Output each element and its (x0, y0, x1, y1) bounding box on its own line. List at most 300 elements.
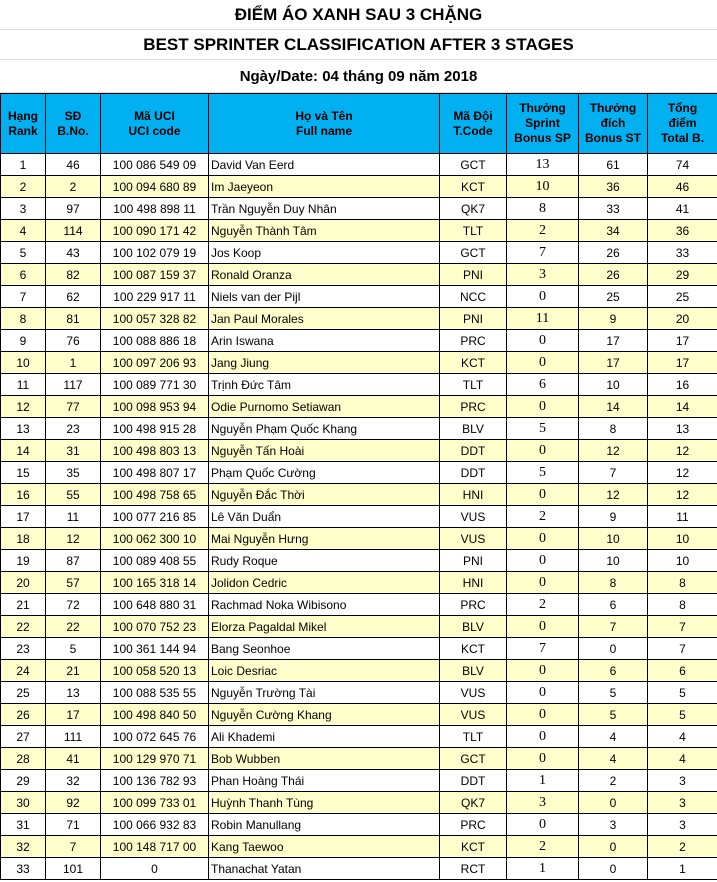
sprint-bonus-cell: 3 (507, 264, 579, 286)
name-cell: Nguyễn Tấn Hoài (209, 440, 440, 462)
bib-cell: 32 (46, 770, 101, 792)
stage-bonus-cell: 0 (579, 858, 648, 880)
team-code-cell: DDT (440, 770, 507, 792)
total-cell: 29 (648, 264, 717, 286)
bib-cell: 57 (46, 572, 101, 594)
total-cell: 2 (648, 836, 717, 858)
stage-bonus-cell: 0 (579, 792, 648, 814)
sprint-bonus-cell: 2 (507, 506, 579, 528)
name-cell: Nguyễn Phạm Quốc Khang (209, 418, 440, 440)
total-cell: 17 (648, 352, 717, 374)
table-row (1, 836, 717, 858)
stage-bonus-cell: 10 (579, 550, 648, 572)
uci-code-cell: 100 136 782 93 (101, 770, 209, 792)
bib-cell: 101 (46, 858, 101, 880)
rank-cell: 32 (1, 836, 46, 858)
sprint-bonus-cell: 0 (507, 286, 579, 308)
bib-cell: 5 (46, 638, 101, 660)
rank-cell: 33 (1, 858, 46, 880)
uci-code-cell: 100 058 520 13 (101, 660, 209, 682)
bib-cell: 114 (46, 220, 101, 242)
rank-cell: 18 (1, 528, 46, 550)
name-cell: Huỳnh Thanh Tùng (209, 792, 440, 814)
total-cell: 11 (648, 506, 717, 528)
table-row (1, 396, 717, 418)
sprint-bonus-cell: 2 (507, 836, 579, 858)
sprint-bonus-cell: 0 (507, 660, 579, 682)
col-header-bib: SĐ B.No. (46, 94, 101, 154)
bib-cell: 43 (46, 242, 101, 264)
table-row (1, 352, 717, 374)
stage-bonus-cell: 4 (579, 748, 648, 770)
sprint-bonus-cell: 0 (507, 682, 579, 704)
rank-cell: 28 (1, 748, 46, 770)
table-row (1, 330, 717, 352)
sprint-bonus-cell: 0 (507, 748, 579, 770)
team-code-cell: PNI (440, 550, 507, 572)
total-cell: 12 (648, 462, 717, 484)
name-cell: Rachmad Noka Wibisono (209, 594, 440, 616)
rank-cell: 26 (1, 704, 46, 726)
uci-code-cell: 100 087 159 37 (101, 264, 209, 286)
sprint-bonus-cell: 1 (507, 858, 579, 880)
stage-bonus-cell: 12 (579, 440, 648, 462)
rank-cell: 17 (1, 506, 46, 528)
uci-code-cell: 100 070 752 23 (101, 616, 209, 638)
sprint-bonus-cell: 10 (507, 176, 579, 198)
total-cell: 17 (648, 330, 717, 352)
team-code-cell: VUS (440, 682, 507, 704)
sprint-bonus-cell: 3 (507, 792, 579, 814)
team-code-cell: BLV (440, 616, 507, 638)
sprint-bonus-cell: 7 (507, 638, 579, 660)
title-vietnamese: ĐIỂM ÁO XANH SAU 3 CHẶNG (0, 0, 717, 30)
uci-code-cell: 0 (101, 858, 209, 880)
rank-cell: 24 (1, 660, 46, 682)
rank-cell: 11 (1, 374, 46, 396)
total-cell: 3 (648, 814, 717, 836)
name-cell: Arin Iswana (209, 330, 440, 352)
rank-cell: 19 (1, 550, 46, 572)
table-row (1, 814, 717, 836)
total-cell: 10 (648, 550, 717, 572)
sprint-bonus-cell: 5 (507, 462, 579, 484)
name-cell: Trần Nguyễn Duy Nhân (209, 198, 440, 220)
stage-bonus-cell: 26 (579, 264, 648, 286)
team-code-cell: VUS (440, 528, 507, 550)
bib-cell: 97 (46, 198, 101, 220)
table-body (1, 154, 717, 880)
bib-cell: 1 (46, 352, 101, 374)
name-cell: Thanachat Yatan (209, 858, 440, 880)
rank-cell: 29 (1, 770, 46, 792)
bib-cell: 117 (46, 374, 101, 396)
total-cell: 46 (648, 176, 717, 198)
team-code-cell: PNI (440, 308, 507, 330)
name-cell: Nguyễn Trường Tài (209, 682, 440, 704)
bib-cell: 87 (46, 550, 101, 572)
total-cell: 14 (648, 396, 717, 418)
name-cell: Nguyễn Đắc Thời (209, 484, 440, 506)
uci-code-cell: 100 498 758 65 (101, 484, 209, 506)
rank-cell: 1 (1, 154, 46, 176)
team-code-cell: TLT (440, 374, 507, 396)
rank-cell: 5 (1, 242, 46, 264)
name-cell: Rudy Roque (209, 550, 440, 572)
rank-cell: 14 (1, 440, 46, 462)
table-row (1, 704, 717, 726)
total-cell: 10 (648, 528, 717, 550)
name-cell: Trịnh Đức Tâm (209, 374, 440, 396)
stage-bonus-cell: 26 (579, 242, 648, 264)
bib-cell: 76 (46, 330, 101, 352)
uci-code-cell: 100 498 840 50 (101, 704, 209, 726)
total-cell: 7 (648, 616, 717, 638)
table-row (1, 462, 717, 484)
team-code-cell: BLV (440, 418, 507, 440)
sprint-bonus-cell: 0 (507, 726, 579, 748)
team-code-cell: HNI (440, 572, 507, 594)
table-row (1, 770, 717, 792)
team-code-cell: GCT (440, 748, 507, 770)
name-cell: Robin Manullang (209, 814, 440, 836)
bib-cell: 81 (46, 308, 101, 330)
total-cell: 1 (648, 858, 717, 880)
col-header-sprint-bonus: Thưởng Sprint Bonus SP (507, 94, 579, 154)
rank-cell: 25 (1, 682, 46, 704)
total-cell: 4 (648, 748, 717, 770)
uci-code-cell: 100 089 408 55 (101, 550, 209, 572)
table-row (1, 198, 717, 220)
sprint-bonus-cell: 11 (507, 308, 579, 330)
team-code-cell: GCT (440, 154, 507, 176)
table-row (1, 308, 717, 330)
uci-code-cell: 100 648 880 31 (101, 594, 209, 616)
rank-cell: 10 (1, 352, 46, 374)
uci-code-cell: 100 229 917 11 (101, 286, 209, 308)
name-cell: Elorza Pagaldal Mikel (209, 616, 440, 638)
bib-cell: 111 (46, 726, 101, 748)
team-code-cell: PRC (440, 814, 507, 836)
stage-bonus-cell: 10 (579, 374, 648, 396)
stage-bonus-cell: 5 (579, 704, 648, 726)
bib-cell: 41 (46, 748, 101, 770)
title-english: BEST SPRINTER CLASSIFICATION AFTER 3 STAGES (0, 30, 717, 60)
name-cell: Jos Koop (209, 242, 440, 264)
table-row (1, 264, 717, 286)
bib-cell: 82 (46, 264, 101, 286)
sprint-bonus-cell: 2 (507, 220, 579, 242)
stage-bonus-cell: 3 (579, 814, 648, 836)
uci-code-cell: 100 129 970 71 (101, 748, 209, 770)
table-row (1, 792, 717, 814)
total-cell: 20 (648, 308, 717, 330)
sprint-bonus-cell: 0 (507, 814, 579, 836)
name-cell: Phan Hoàng Thái (209, 770, 440, 792)
stage-bonus-cell: 36 (579, 176, 648, 198)
sprint-bonus-cell: 1 (507, 770, 579, 792)
bib-cell: 21 (46, 660, 101, 682)
team-code-cell: PRC (440, 330, 507, 352)
stage-bonus-cell: 10 (579, 528, 648, 550)
stage-bonus-cell: 8 (579, 418, 648, 440)
name-cell: Loic Desriac (209, 660, 440, 682)
name-cell: Jang Jiung (209, 352, 440, 374)
bib-cell: 13 (46, 682, 101, 704)
sprint-bonus-cell: 6 (507, 374, 579, 396)
uci-code-cell: 100 097 206 93 (101, 352, 209, 374)
stage-bonus-cell: 0 (579, 836, 648, 858)
table-row (1, 440, 717, 462)
total-cell: 33 (648, 242, 717, 264)
name-cell: Bang Seonhoe (209, 638, 440, 660)
uci-code-cell: 100 102 079 19 (101, 242, 209, 264)
uci-code-cell: 100 498 803 13 (101, 440, 209, 462)
stage-bonus-cell: 7 (579, 462, 648, 484)
rank-cell: 4 (1, 220, 46, 242)
stage-bonus-cell: 12 (579, 484, 648, 506)
rank-cell: 21 (1, 594, 46, 616)
col-header-full-name: Họ và Tên Full name (209, 94, 440, 154)
stage-bonus-cell: 17 (579, 330, 648, 352)
team-code-cell: DDT (440, 462, 507, 484)
sprint-bonus-cell: 0 (507, 528, 579, 550)
team-code-cell: TLT (440, 220, 507, 242)
total-cell: 36 (648, 220, 717, 242)
table-row (1, 286, 717, 308)
name-cell: Jan Paul Morales (209, 308, 440, 330)
bib-cell: 11 (46, 506, 101, 528)
col-header-uci-code: Mã UCI UCI code (101, 94, 209, 154)
uci-code-cell: 100 098 953 94 (101, 396, 209, 418)
team-code-cell: DDT (440, 440, 507, 462)
total-cell: 5 (648, 704, 717, 726)
date-line: Ngày/Date: 04 tháng 09 năm 2018 (0, 60, 717, 93)
table-row (1, 528, 717, 550)
name-cell: David Van Eerd (209, 154, 440, 176)
bib-cell: 92 (46, 792, 101, 814)
rank-cell: 15 (1, 462, 46, 484)
col-header-stage-bonus: Thưởng đích Bonus ST (579, 94, 648, 154)
uci-code-cell: 100 498 898 11 (101, 198, 209, 220)
bib-cell: 35 (46, 462, 101, 484)
total-cell: 12 (648, 440, 717, 462)
sprint-bonus-cell: 5 (507, 418, 579, 440)
sprint-bonus-cell: 0 (507, 440, 579, 462)
name-cell: Phạm Quốc Cường (209, 462, 440, 484)
uci-code-cell: 100 072 645 76 (101, 726, 209, 748)
rank-cell: 31 (1, 814, 46, 836)
team-code-cell: TLT (440, 726, 507, 748)
stage-bonus-cell: 33 (579, 198, 648, 220)
col-header-rank: Hạng Rank (1, 94, 46, 154)
name-cell: Jolidon Cedric (209, 572, 440, 594)
total-cell: 74 (648, 154, 717, 176)
table-row (1, 572, 717, 594)
sprint-bonus-cell: 0 (507, 704, 579, 726)
table-row (1, 682, 717, 704)
total-cell: 13 (648, 418, 717, 440)
stage-bonus-cell: 8 (579, 572, 648, 594)
rank-cell: 30 (1, 792, 46, 814)
team-code-cell: PNI (440, 264, 507, 286)
stage-bonus-cell: 6 (579, 660, 648, 682)
uci-code-cell: 100 086 549 09 (101, 154, 209, 176)
sprint-bonus-cell: 13 (507, 154, 579, 176)
stage-bonus-cell: 4 (579, 726, 648, 748)
uci-code-cell: 100 090 171 42 (101, 220, 209, 242)
sprint-bonus-cell: 0 (507, 550, 579, 572)
rank-cell: 8 (1, 308, 46, 330)
rank-cell: 12 (1, 396, 46, 418)
sprint-bonus-cell: 0 (507, 572, 579, 594)
bib-cell: 17 (46, 704, 101, 726)
team-code-cell: BLV (440, 660, 507, 682)
uci-code-cell: 100 089 771 30 (101, 374, 209, 396)
rank-cell: 3 (1, 198, 46, 220)
stage-bonus-cell: 17 (579, 352, 648, 374)
table-row (1, 374, 717, 396)
stage-bonus-cell: 7 (579, 616, 648, 638)
table-row (1, 418, 717, 440)
bib-cell: 55 (46, 484, 101, 506)
stage-bonus-cell: 0 (579, 638, 648, 660)
uci-code-cell: 100 094 680 89 (101, 176, 209, 198)
sprint-bonus-cell: 0 (507, 484, 579, 506)
table-row (1, 638, 717, 660)
total-cell: 6 (648, 660, 717, 682)
name-cell: Ali Khademi (209, 726, 440, 748)
table-row (1, 660, 717, 682)
bib-cell: 77 (46, 396, 101, 418)
uci-code-cell: 100 498 807 17 (101, 462, 209, 484)
rank-cell: 16 (1, 484, 46, 506)
rank-cell: 27 (1, 726, 46, 748)
stage-bonus-cell: 2 (579, 770, 648, 792)
stage-bonus-cell: 25 (579, 286, 648, 308)
team-code-cell: GCT (440, 242, 507, 264)
table-row (1, 748, 717, 770)
uci-code-cell: 100 148 717 00 (101, 836, 209, 858)
table-row (1, 858, 717, 880)
table-row (1, 506, 717, 528)
uci-code-cell: 100 099 733 01 (101, 792, 209, 814)
name-cell: Nguyễn Cường Khang (209, 704, 440, 726)
team-code-cell: PRC (440, 594, 507, 616)
total-cell: 12 (648, 484, 717, 506)
sprint-bonus-cell: 8 (507, 198, 579, 220)
team-code-cell: HNI (440, 484, 507, 506)
name-cell: Ronald Oranza (209, 264, 440, 286)
uci-code-cell: 100 066 932 83 (101, 814, 209, 836)
rank-cell: 9 (1, 330, 46, 352)
bib-cell: 22 (46, 616, 101, 638)
total-cell: 7 (648, 638, 717, 660)
sprint-bonus-cell: 0 (507, 396, 579, 418)
uci-code-cell: 100 165 318 14 (101, 572, 209, 594)
table-row (1, 220, 717, 242)
col-header-team-code: Mã Đội T.Code (440, 94, 507, 154)
table-row (1, 550, 717, 572)
total-cell: 3 (648, 792, 717, 814)
total-cell: 25 (648, 286, 717, 308)
team-code-cell: PRC (440, 396, 507, 418)
total-cell: 3 (648, 770, 717, 792)
bib-cell: 2 (46, 176, 101, 198)
stage-bonus-cell: 9 (579, 308, 648, 330)
team-code-cell: KCT (440, 836, 507, 858)
bib-cell: 31 (46, 440, 101, 462)
sprinter-classification-table (0, 93, 717, 880)
stage-bonus-cell: 5 (579, 682, 648, 704)
table-row (1, 726, 717, 748)
stage-bonus-cell: 34 (579, 220, 648, 242)
total-cell: 16 (648, 374, 717, 396)
total-cell: 41 (648, 198, 717, 220)
sprint-bonus-cell: 0 (507, 352, 579, 374)
name-cell: Odie Purnomo Setiawan (209, 396, 440, 418)
name-cell: Bob Wubben (209, 748, 440, 770)
rank-cell: 20 (1, 572, 46, 594)
uci-code-cell: 100 088 886 18 (101, 330, 209, 352)
rank-cell: 7 (1, 286, 46, 308)
table-row (1, 176, 717, 198)
team-code-cell: QK7 (440, 792, 507, 814)
team-code-cell: KCT (440, 638, 507, 660)
total-cell: 5 (648, 682, 717, 704)
total-cell: 8 (648, 594, 717, 616)
name-cell: Niels van der Pijl (209, 286, 440, 308)
team-code-cell: RCT (440, 858, 507, 880)
uci-code-cell: 100 057 328 82 (101, 308, 209, 330)
uci-code-cell: 100 077 216 85 (101, 506, 209, 528)
table-row (1, 484, 717, 506)
stage-bonus-cell: 14 (579, 396, 648, 418)
team-code-cell: QK7 (440, 198, 507, 220)
name-cell: Nguyễn Thành Tâm (209, 220, 440, 242)
rank-cell: 13 (1, 418, 46, 440)
table-row (1, 242, 717, 264)
table-row (1, 594, 717, 616)
table-row (1, 154, 717, 176)
bib-cell: 46 (46, 154, 101, 176)
stage-bonus-cell: 9 (579, 506, 648, 528)
team-code-cell: VUS (440, 506, 507, 528)
name-cell: Lê Văn Duẩn (209, 506, 440, 528)
bib-cell: 72 (46, 594, 101, 616)
team-code-cell: NCC (440, 286, 507, 308)
uci-code-cell: 100 498 915 28 (101, 418, 209, 440)
total-cell: 4 (648, 726, 717, 748)
sprint-bonus-cell: 0 (507, 330, 579, 352)
uci-code-cell: 100 062 300 10 (101, 528, 209, 550)
sprint-bonus-cell: 2 (507, 594, 579, 616)
name-cell: Im Jaeyeon (209, 176, 440, 198)
rank-cell: 23 (1, 638, 46, 660)
bib-cell: 7 (46, 836, 101, 858)
rank-cell: 6 (1, 264, 46, 286)
bib-cell: 23 (46, 418, 101, 440)
team-code-cell: KCT (440, 352, 507, 374)
bib-cell: 62 (46, 286, 101, 308)
total-cell: 8 (648, 572, 717, 594)
stage-bonus-cell: 61 (579, 154, 648, 176)
rank-cell: 22 (1, 616, 46, 638)
bib-cell: 12 (46, 528, 101, 550)
uci-code-cell: 100 088 535 55 (101, 682, 209, 704)
table-row (1, 616, 717, 638)
sprint-bonus-cell: 0 (507, 616, 579, 638)
